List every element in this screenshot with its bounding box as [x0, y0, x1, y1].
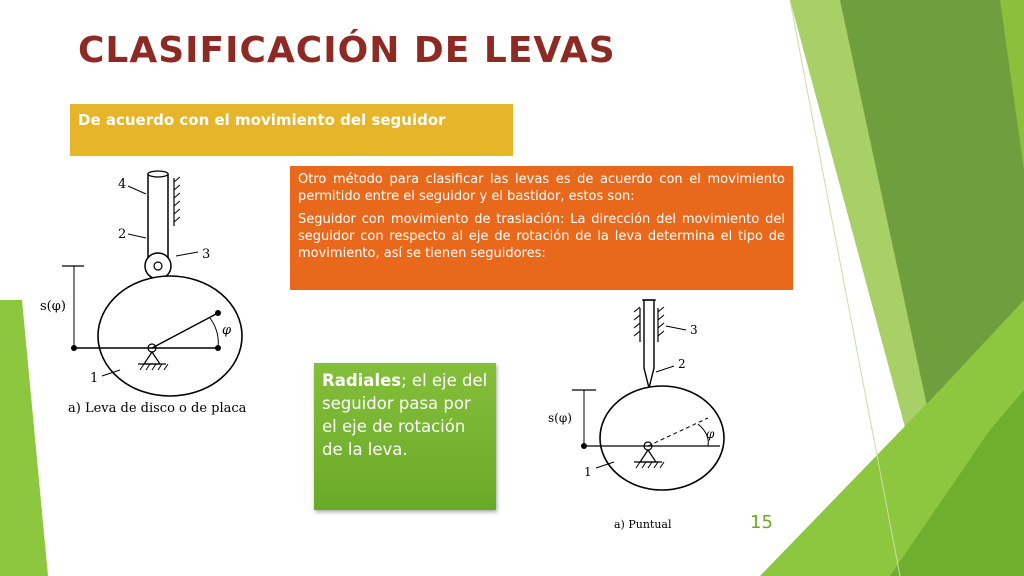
radial-definition: ; el eje del seguidor pasa por el eje de rotación de la leva.: [322, 371, 488, 459]
description-box: [290, 166, 793, 290]
radial-term: Radiales: [322, 371, 402, 390]
description-paragraph-1: Otro método para clasificar las levas es de acuerdo con el movimiento permitido entre el seguidor y el bastidor, estos son:: [298, 172, 785, 204]
label-1: 1: [90, 371, 99, 386]
label-1: 1: [584, 465, 592, 479]
leader-2: [128, 234, 146, 238]
leader-3: [176, 252, 198, 256]
subtitle-box: [70, 104, 513, 156]
label-3: 3: [690, 323, 698, 337]
cam-disc: [98, 276, 242, 396]
label-3: 3: [202, 247, 211, 262]
s-label: s(φ): [548, 411, 572, 425]
guide-hatch: [174, 177, 180, 222]
s-label: s(φ): [40, 299, 66, 314]
phi-label: φ: [222, 323, 232, 338]
phi-label: φ: [706, 427, 715, 441]
label-2: 2: [118, 227, 127, 242]
label-2: 2: [678, 357, 686, 371]
figure-point-follower: [548, 290, 748, 542]
follower-top: [148, 171, 168, 177]
leader-4: [128, 186, 146, 194]
leader-2: [656, 366, 674, 372]
roller-pin: [154, 262, 162, 270]
figure-disc-cam: [40, 166, 260, 422]
figure-caption: a) Leva de disco o de placa: [68, 401, 247, 416]
leader-3: [666, 326, 686, 330]
point-follower-drawing: [548, 290, 748, 538]
disc-cam-drawing: [40, 166, 260, 418]
page-title: CLASIFICACIÓN DE LEVAS: [78, 30, 616, 71]
subtitle-text: De acuerdo con el movimiento del seguidor: [78, 111, 446, 129]
description-paragraph-2: Seguidor con movimiento de traslación: La dirección del movimiento del seguidor con respecto al eje de rotación de la leva determina el tipo de movimiento, así se tienen seguidores:: [298, 212, 785, 261]
rotation-dot: [215, 310, 221, 316]
point-follower-rod: [644, 300, 654, 388]
figure-caption: a) Puntual: [614, 518, 672, 531]
follower-stem: [148, 174, 168, 266]
page-number: 15: [750, 512, 773, 533]
label-4: 4: [118, 177, 127, 192]
radial-note-box: [314, 363, 496, 510]
